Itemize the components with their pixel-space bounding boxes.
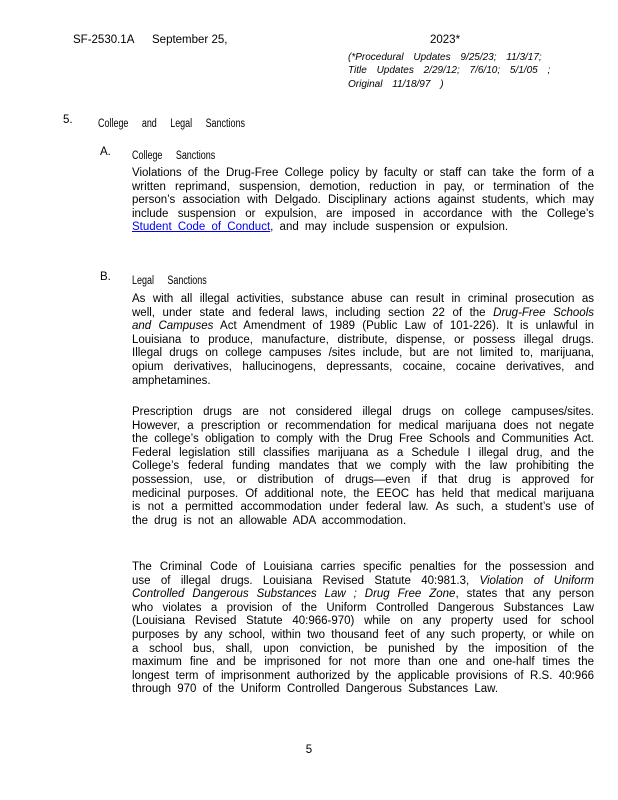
subsection-a-title <box>132 146 239 164</box>
doc-date: September 25, <box>152 34 228 46</box>
section-title-text: College and Legal Sanctions <box>98 118 245 130</box>
revision-note-line: Title Updates 2/29/12; 7/6/10; 5/1/05 ; <box>348 65 551 77</box>
paragraph-legal-sanctions-2: Prescription drugs are not considered illegal drugs on college campuses/sites. However, a prescription or recommendation for medical marijuana does not negate the college’s obligation to comply with the Drug Free Schools and Communities Act. Federal legislation still classifies marijuana as a Schedule I illegal drug, and the College’s federal funding mandates that we comply with the law prohibiting the possession, use, or distribution of drugs—even if that drug is approved for medicinal purposes. Of additional note, the EEOC has held that medical marijuana is not a permitted accommodation under federal law. As such, a student’s use of the drug is not an allowable ADA accommodation. <box>132 406 594 527</box>
section-number: 5. <box>63 114 73 126</box>
subsection-b-title <box>132 271 228 289</box>
subsection-b-label: B. <box>100 271 111 283</box>
paragraph-text: The Criminal Code of Louisiana carries specific penalties for the possession and use of illegal drugs. Louisiana Revised Statute 40:981.3, <box>132 561 594 587</box>
revision-note-line: Original 11/18/97 ) <box>348 78 444 90</box>
revision-note-line: (*Procedural Updates 9/25/23; 11/3/17; <box>348 52 542 63</box>
paragraph-text: Act Amendment of 1989 (Public Law of 101-226). It is unlawful in Louisiana to produce, manufacture, distribute, dispense, or possess illegal drugs. Illegal drugs on college campuses /sites include, but are not limited to, marijuana, opium derivatives, hallucinogens, depressants, cocaine, cocaine derivatives, and amphetamines. <box>132 320 594 387</box>
doc-year: 2023* <box>430 34 461 46</box>
statute-title: Violation of Uniform Controlled Dangerous Substances Law ; Drug Free Zone <box>132 574 594 601</box>
revision-note <box>348 51 586 91</box>
subsection-b-title-text: Legal Sanctions <box>132 275 207 287</box>
student-code-of-conduct-link[interactable]: Student Code of Conduct <box>132 221 271 234</box>
paragraph-text: , and may include suspension or expulsion. <box>270 221 509 234</box>
section-title <box>98 114 286 132</box>
doc-number: SF-2530.1A <box>73 34 135 46</box>
paragraph-college-sanctions <box>132 167 594 235</box>
paragraph-legal-sanctions-1 <box>132 293 594 388</box>
paragraph-text: , states that any person who violates a provision of the Uniform Controlled Dangerous Substances Law (Louisiana Revised Statute 40:966-970) while on any property used for school purposes by any school, within two thousand feet of any such property, or while on a school bus, shall, upon conviction, be punished by the imposition of the maximum fine and be imprisoned for not more than one and one-half times the longest term of imprisonment authorized by the applicable provisions of R.S. 40:966 through 970 of the Uniform Controlled Dangerous Substances Law. <box>132 588 594 696</box>
page-number: 5 <box>305 744 313 756</box>
drug-free-schools-act-title: Drug-Free Schools and Campuses <box>132 306 595 333</box>
subsection-a-title-text: College Sanctions <box>132 150 216 162</box>
subsection-a-label: A. <box>100 146 111 158</box>
paragraph-text: As with all illegal activities, substance abuse can result in criminal prosecution as well, under state and federal laws, including section 22 of the <box>132 293 594 319</box>
paragraph-text: Violations of the Drug-Free College policy by faculty or staff can take the form of a written reprimand, suspension, demotion, reduction in pay, or termination of the person’s association with Delgado. Disciplinary actions against students, which may include suspension or expulsion, are imposed in accordance with the College’s <box>132 167 594 220</box>
paragraph-legal-sanctions-3 <box>132 561 594 697</box>
